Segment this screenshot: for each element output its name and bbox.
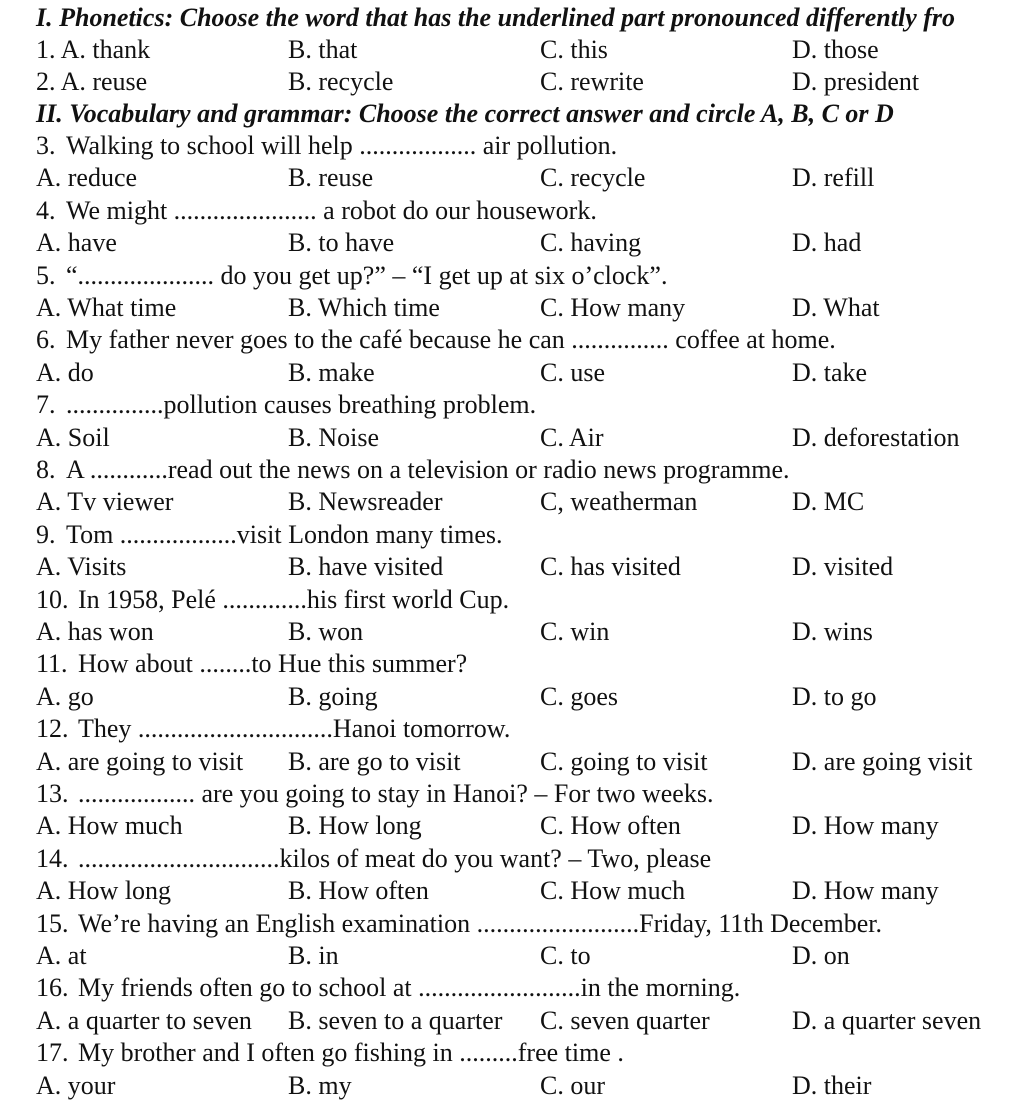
option-b: B. that xyxy=(288,35,358,64)
question-number: 12. xyxy=(36,714,69,744)
option-b[interactable]: B. won xyxy=(288,617,364,646)
question-text: “..................... do you get up?” – “I get up at six o’clock”. xyxy=(66,260,668,290)
options-row xyxy=(0,1005,1024,1037)
option-d[interactable]: D. How many xyxy=(792,876,939,906)
question-11 xyxy=(0,648,1024,680)
option-d[interactable]: D. to go xyxy=(792,681,877,711)
question-number: 7. xyxy=(36,390,56,420)
option-b[interactable]: B. make xyxy=(288,357,375,387)
option-b[interactable]: B. How often xyxy=(288,876,429,906)
options-row xyxy=(0,292,1024,324)
option-a[interactable]: A. Soil xyxy=(36,422,110,452)
question-text: In 1958, Pelé .............his first world Cup. xyxy=(78,584,510,614)
question-text: We’re having an English examination .........................Friday, 11th December. xyxy=(78,908,882,938)
option-b[interactable]: B. How long xyxy=(288,811,422,841)
section-heading-vocabulary: II. Vocabulary and grammar: Choose the correct answer and circle A, B, C or D xyxy=(36,99,894,128)
option-a[interactable]: A. How long xyxy=(36,876,172,906)
question-number: 10. xyxy=(36,584,69,614)
question-text: .................. are you going to stay in Hanoi? – For two weeks. xyxy=(78,779,714,808)
question-13 xyxy=(0,778,1024,810)
question-16 xyxy=(0,972,1024,1004)
option-c[interactable]: C. going to visit xyxy=(540,746,708,776)
question-number: 8. xyxy=(36,455,56,484)
question-15 xyxy=(0,908,1024,940)
question-text: We might ...................... a robot do our housework. xyxy=(66,195,597,225)
option-c[interactable]: C. How much xyxy=(540,876,686,906)
options-row xyxy=(0,422,1024,454)
option-b[interactable]: B. seven to a quarter xyxy=(288,1005,503,1035)
question-3 xyxy=(0,130,1024,162)
option-c[interactable]: C. to xyxy=(540,941,591,970)
option-b[interactable]: B. have visited xyxy=(288,552,444,582)
option-c[interactable]: C. win xyxy=(540,617,610,646)
question-number: 17. xyxy=(36,1038,69,1068)
option-a[interactable]: A. do xyxy=(36,357,94,387)
question-text: My father never goes to the café because he can ............... coffee at home. xyxy=(66,325,836,355)
option-b[interactable]: B. reuse xyxy=(288,163,374,193)
options-row xyxy=(0,227,1024,259)
option-c[interactable]: C. recycle xyxy=(540,163,646,193)
question-text: How about ........to Hue this summer? xyxy=(78,649,468,679)
option-d[interactable]: D. What xyxy=(792,293,880,322)
question-text: They ..............................Hanoi tomorrow. xyxy=(78,714,511,744)
question-text: Walking to school will help .................. air pollution. xyxy=(66,131,618,160)
option-a[interactable]: A. Tv viewer xyxy=(36,487,174,517)
options-row xyxy=(0,162,1024,194)
question-2 xyxy=(0,66,1024,98)
question-number: 16. xyxy=(36,973,69,1003)
option-c: C. this xyxy=(540,35,608,64)
question-7 xyxy=(0,389,1024,421)
options-row xyxy=(0,486,1024,518)
option-b[interactable]: B. my xyxy=(288,1070,352,1100)
option-d[interactable]: D. a quarter seven xyxy=(792,1005,982,1035)
options-row xyxy=(0,681,1024,713)
option-d[interactable]: D. deforestation xyxy=(792,422,960,452)
option-c[interactable]: C. has visited xyxy=(540,552,681,582)
question-number: 13. xyxy=(36,779,69,808)
option-c[interactable]: C. How often xyxy=(540,811,681,841)
question-8 xyxy=(0,454,1024,486)
option-a[interactable]: A. How much xyxy=(36,811,183,841)
question-text: Tom ..................visit London many times. xyxy=(66,519,503,549)
option-d: D. president xyxy=(792,67,920,96)
option-a[interactable]: A. Visits xyxy=(36,552,127,582)
option-d[interactable]: D. on xyxy=(792,941,850,970)
option-a[interactable]: A. go xyxy=(36,681,94,711)
option-d[interactable]: D. wins xyxy=(792,617,873,646)
options-row xyxy=(0,1070,1024,1102)
option-b[interactable]: B. going xyxy=(288,681,378,711)
options-row xyxy=(0,746,1024,778)
question-text: My brother and I often go fishing in .........free time . xyxy=(78,1038,624,1068)
options-row xyxy=(0,940,1024,972)
option-a[interactable]: A. at xyxy=(36,941,87,970)
option-c[interactable]: C. use xyxy=(540,357,605,387)
question-9 xyxy=(0,519,1024,551)
option-a[interactable]: A. have xyxy=(36,228,117,258)
question-number: 4. xyxy=(36,195,56,225)
option-d[interactable]: D. take xyxy=(792,357,868,387)
option-b[interactable]: B. to have xyxy=(288,228,395,258)
option-d: D. those xyxy=(792,35,879,64)
question-17 xyxy=(0,1037,1024,1069)
option-b[interactable]: B. are go to visit xyxy=(288,746,461,776)
options-row xyxy=(0,551,1024,583)
question-12 xyxy=(0,713,1024,745)
options-row xyxy=(0,875,1024,907)
option-d[interactable]: D. had xyxy=(792,228,862,258)
option-a[interactable]: A. are going to visit xyxy=(36,746,244,776)
option-d[interactable]: D. visited xyxy=(792,552,894,582)
question-text: ...............pollution causes breathing problem. xyxy=(66,390,537,420)
option-b[interactable]: B. Newsreader xyxy=(288,487,443,517)
question-number: 3. xyxy=(36,131,56,160)
option-b: B. recycle xyxy=(288,67,394,96)
option-d[interactable]: D. How many xyxy=(792,811,939,841)
option-a[interactable]: A. your xyxy=(36,1070,116,1100)
question-text: A ............read out the news on a television or radio news programme. xyxy=(66,455,790,484)
option-c[interactable]: C. having xyxy=(540,228,642,258)
question-1 xyxy=(0,34,1024,66)
question-text: My friends often go to school at .........................in the morning. xyxy=(78,973,741,1003)
option-d[interactable]: D. refill xyxy=(792,163,875,193)
question-10 xyxy=(0,584,1024,616)
option-b[interactable]: B. Which time xyxy=(288,293,440,322)
question-number: 5. xyxy=(36,260,56,290)
option-a[interactable]: A. a quarter to seven xyxy=(36,1005,252,1035)
option-d[interactable]: D. their xyxy=(792,1070,872,1100)
option-d[interactable]: D. MC xyxy=(792,487,865,517)
question-14 xyxy=(0,843,1024,875)
question-6 xyxy=(0,324,1024,356)
section-heading-phonetics: I. Phonetics: Choose the word that has the underlined part pronounced differently fro xyxy=(36,3,956,32)
option-b[interactable]: B. in xyxy=(288,941,339,970)
option-a[interactable]: A. has won xyxy=(36,617,154,646)
option-c[interactable]: C. How many xyxy=(540,293,686,322)
option-a[interactable]: A. reduce xyxy=(36,163,138,193)
question-number: 14. xyxy=(36,843,69,873)
question-number: 11. xyxy=(36,649,68,679)
option-d[interactable]: D. are going visit xyxy=(792,746,973,776)
question-number: 15. xyxy=(36,908,69,938)
question-number: 6. xyxy=(36,325,56,355)
question-1-text: 1. A. thank xyxy=(36,35,151,64)
options-row xyxy=(0,616,1024,648)
options-row xyxy=(0,357,1024,389)
option-b[interactable]: B. Noise xyxy=(288,422,379,452)
option-c[interactable]: C. Air xyxy=(540,422,604,452)
option-c[interactable]: C. our xyxy=(540,1070,605,1100)
option-c[interactable]: C. seven quarter xyxy=(540,1005,710,1035)
question-number: 9. xyxy=(36,519,56,549)
question-2-text: 2. A. reuse xyxy=(36,67,148,96)
question-text: ...............................kilos of meat do you want? – Two, please xyxy=(78,843,712,873)
option-c[interactable]: C, weatherman xyxy=(540,487,698,517)
option-a[interactable]: A. What time xyxy=(36,293,177,322)
question-4 xyxy=(0,195,1024,227)
question-5 xyxy=(0,260,1024,292)
option-c: C. rewrite xyxy=(540,67,644,96)
option-c[interactable]: C. goes xyxy=(540,681,618,711)
options-row xyxy=(0,810,1024,842)
